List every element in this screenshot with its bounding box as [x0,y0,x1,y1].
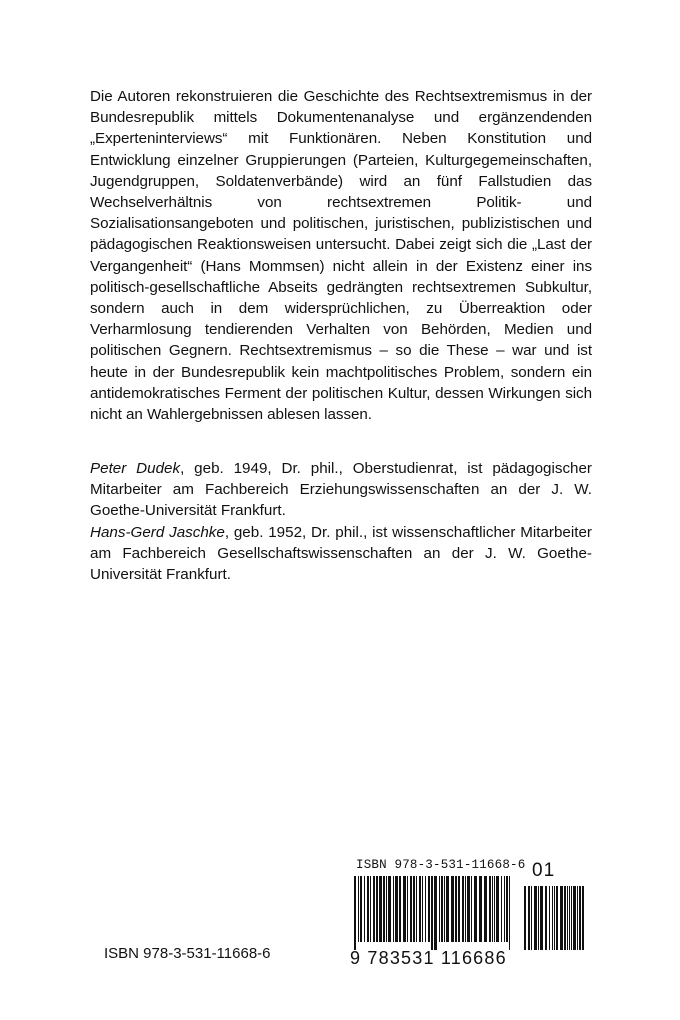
isbn-barcode [344,858,594,970]
author-name: Peter Dudek [90,460,181,477]
isbn-text: ISBN 978-3-531-11668-6 [104,945,271,962]
barcode-bars-icon [344,872,594,952]
author-bio-jaschke [90,522,592,586]
barcode-addon-digits: 01 [532,860,556,881]
author-name: Hans-Gerd Jaschke [90,523,225,541]
barcode-isbn-label: ISBN 978-3-531-11668-6 [356,858,526,872]
author-details: , geb. 1952, Dr. phil., ist wissenschaftlicher Mitarbeiter am Fachbereich Gesellschaftswissenschaften an der J. W. Goethe-Universität Frankfurt. [90,523,592,584]
author-bio-dudek [90,458,592,522]
blurb-text: Die Autoren rekonstruieren die Geschichte des Rechtsextremismus in der Bundesrepublik mittels Dokumentenanalyse und ergänzendenden „Experteninterviews“ mit Funktionären. Neben Konstitution und Entwicklung einzelner Gruppierungen (Parteien, Kulturgegemeinschaften, Jugendgruppen, Soldatenverbände) wird an fünf Fallstudien das Wechselverhältnis von rechtsextremen Politik- und Sozialisationsangeboten und politischen, juristischen, publizistischen und pädagogischen Reaktionsweisen untersucht. Dabei zeigt sich die „Last der Vergangenheit“ (Hans Mommsen) nicht allein in der Existenz einer ins politisch-gesellschaftliche Abseits gedrängten rechtsextremen Subkultur, sondern auch in dem widersprüchlichen, zu Überreaktion oder Verharmlosung tendierenden Verhalten von Behörden, Medien und politischen Gegnern. Rechtsextremismus – so die These – war und ist heute in der Bundesrepublik kein machtpolitisches Problem, sondern ein antidemokratisches Ferment der politischen Kultur, dessen Wirkungen sich nicht an Wahlergebnissen ablesen lassen. [90,88,592,424]
author-bios [90,458,592,585]
barcode-digits: 9 783531 116686 [350,948,507,968]
author-details: , geb. 1949, Dr. phil., Oberstudienrat, ist pädagogischer Mitarbeiter am Fachbereich Erziehungswissenschaften an der J. W. Goethe-Universität Frankfurt. [90,460,592,520]
